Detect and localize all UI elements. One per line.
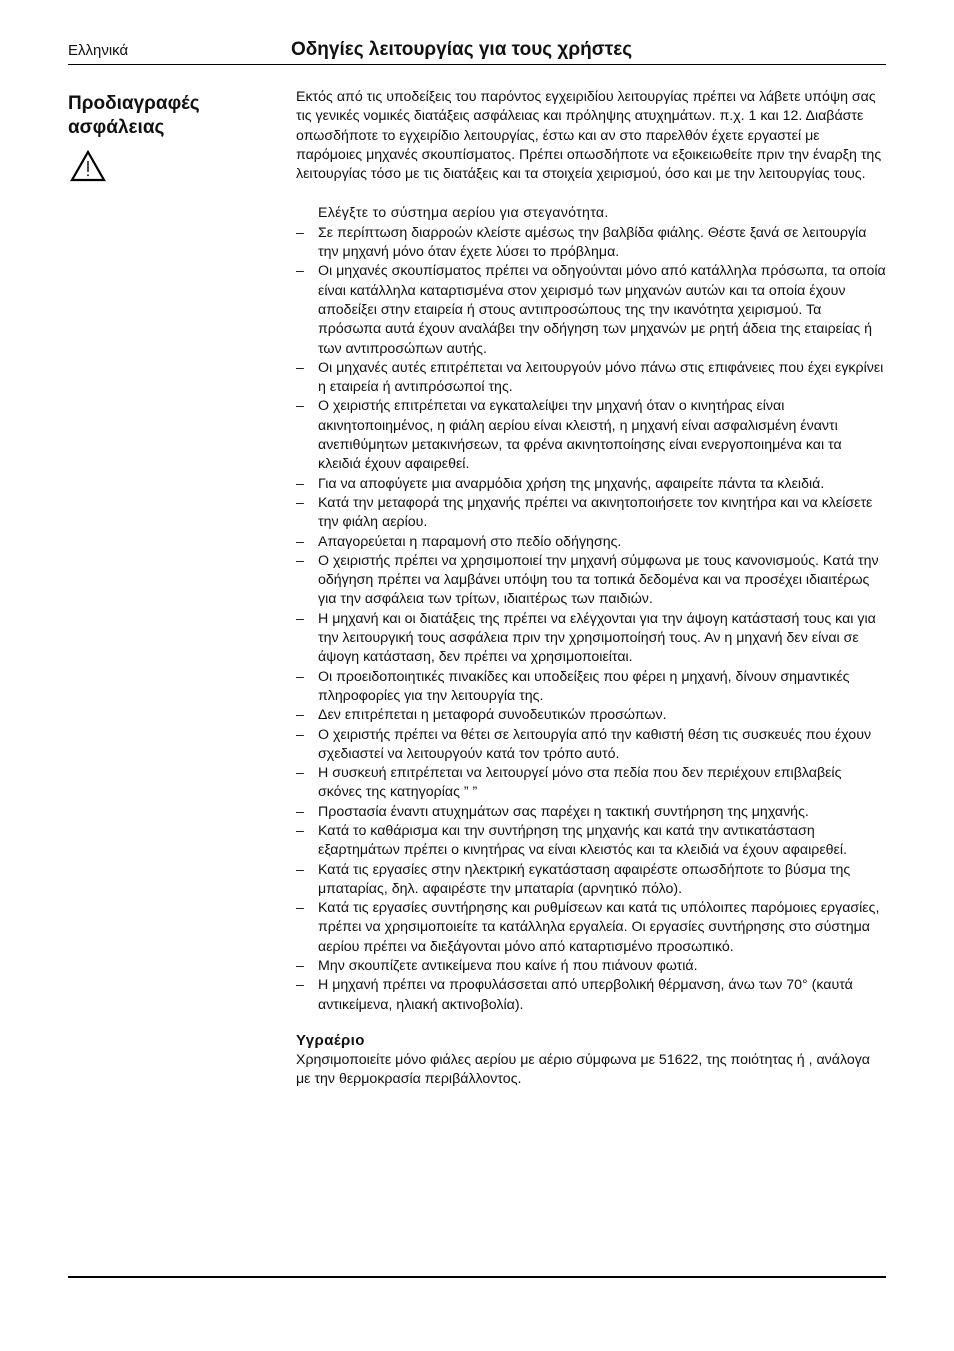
dash-bullet: – xyxy=(296,359,304,376)
safety-rule-text: Η μηχανή πρέπει να προφυλάσσεται από υπερβολική θέρμανση, άνω των 70° (καυτά αντικείμενα, ηλιακή ακτινοβολία). xyxy=(318,977,853,1013)
dash-bullet: – xyxy=(296,900,304,917)
safety-rule-item xyxy=(296,359,888,398)
dash-bullet: – xyxy=(296,552,304,569)
safety-rule-item xyxy=(296,957,888,976)
safety-rule-text: Οι μηχανές αυτές επιτρέπεται να λειτουργούν μόνο πάνω στις επιφάνειες που έχει εγκρίνει η εταιρεία ή αντιπρόσωποί της. xyxy=(318,359,884,396)
safety-rule-item xyxy=(296,668,888,707)
dash-bullet: – xyxy=(296,263,304,280)
header-divider xyxy=(68,64,886,65)
dash-bullet: – xyxy=(296,668,304,685)
header-language: Ελληνικά xyxy=(68,42,129,59)
safety-rule-text: Κατά το καθάρισμα και την συντήρηση της μηχανής και κατά την αντικατάσταση εξαρτημάτων πρέπει ο κινητήρας να είναι κλειστός και τα κλειδιά να έχουν αφαιρεθεί. xyxy=(318,822,847,859)
safety-rules-list xyxy=(296,224,888,1015)
safety-rule-item xyxy=(296,552,888,610)
dash-bullet: – xyxy=(296,822,304,839)
safety-rule-text: Ο χειριστής επιτρέπεται να εγκαταλείψει την μηχανή όταν ο κινητήρας είναι ακινητοποιημένος, η φιάλη αερίου είναι κλειστή, η μηχανή είναι ασφαλισμένη έναντι ανεπιθύμητων μετακινήσεων, τα φρένα ακινητοποίησης είναι ενεργοποιημένα και τα κλειδιά έχουν αφαιρεθεί. xyxy=(318,398,842,473)
dash-bullet: – xyxy=(296,398,304,415)
safety-rule-item xyxy=(296,706,888,725)
safety-rule-item xyxy=(296,726,888,765)
dash-bullet: – xyxy=(296,494,304,511)
safety-rule-item xyxy=(296,224,888,263)
safety-rule-text: Μην σκουπίζετε αντικείμενα που καίνε ή που πιάνουν φωτιά. xyxy=(318,958,698,975)
dash-bullet: – xyxy=(296,707,304,724)
safety-rule-text: Ο χειριστής πρέπει να χρησιμοποιεί την μηχανή σύμφωνα με τους κανονισμούς. Κατά την οδήγηση πρέπει να λαμβάνει υπόψη του τα τοπικά δεδομένα και να προσέχει ιδιαιτέρως για την ασφάλεια των τρίτων, ιδιαιτέρως των παιδιών. xyxy=(318,552,879,608)
lpg-heading: Υγραέριο xyxy=(296,1031,365,1049)
safety-rule-text: Η συσκευή επιτρέπεται να λειτουργεί μόνο στα πεδία που δεν περιέχουν επιβλαβείς σκόνες της κατηγορίας ” ” xyxy=(318,765,842,801)
safety-rule-item xyxy=(296,533,888,552)
dash-bullet: – xyxy=(296,726,304,743)
dash-bullet: – xyxy=(296,958,304,975)
safety-rule-text: Για να αποφύγετε μια αναρμόδια χρήση της μηχανής, αφαιρείτε πάντα τα κλειδιά. xyxy=(318,475,825,492)
page-title: Οδηγίες λειτουργίας για τους χρήστες xyxy=(291,39,633,60)
dash-bullet: – xyxy=(296,475,304,492)
body-content xyxy=(296,88,888,1090)
safety-rule-text: Σε περίπτωση διαρροών κλείστε αμέσως την βαλβίδα φιάλης. Θέστε ξανά σε λειτουργία την μηχανή μόνο όταν έχετε λύσει το πρόβλημα. xyxy=(318,224,867,261)
warning-triangle-icon xyxy=(70,150,106,182)
safety-rule-text: Δεν επιτρέπεται η μεταφορά συνοδευτικών προσώπων. xyxy=(318,707,667,724)
safety-rule-text: Κατά τις εργασίες στην ηλεκτρική εγκατάσταση αφαιρέστε οπωσδήποτε το βύσμα της μπαταρίας, δηλ. αφαιρέστε την μπαταρία (αρνητικό πόλο). xyxy=(318,861,851,897)
safety-rule-item xyxy=(296,764,888,803)
safety-rule-item xyxy=(296,976,888,1015)
safety-rule-text: Η μηχανή και οι διατάξεις της πρέπει να ελέγχονται για την άψογη κατάστασή τους και για την λειτουργική τους ασφάλεια πριν την χρησιμοποίησή τους. Αν η μηχανή δεν είναι σε άψογη κατάσταση, δεν πρέπει να χρησιμοποιείται. xyxy=(318,610,876,666)
dash-bullet: – xyxy=(296,533,304,550)
safety-rule-item xyxy=(296,803,888,822)
safety-rule-item xyxy=(296,494,888,533)
safety-rule-item xyxy=(296,475,888,494)
intro-paragraph: Εκτός από τις υποδείξεις του παρόντος εγχειριδίου λειτουργίας πρέπει να λάβετε υπόψη σας τις γενικές νομικές διατάξεις ασφάλειας και πρόληψης ατυχημάτων. π.χ. 1 και 12. Διαβάστε οπωσδήποτε το εγχειρίδιο λειτουργίας, έστω και αν στο παρελθόν έχετε εργαστεί με παρόμοιες μηχανές σκουπίσματος. Πρέπει οπωσδήποτε να εξοικειωθείτε πριν την έναρξη της λειτουργίας τόσο με τις διατάξεις και τα στοιχεία χειρισμού, όσο και με την λειτουργίας τους. xyxy=(296,89,882,183)
safety-rule-item xyxy=(296,262,888,358)
gas-check-line: Ελέγξτε το σύστημα αερίου για στεγανότητα. xyxy=(318,205,609,222)
dash-bullet: – xyxy=(296,803,304,820)
safety-rule-item xyxy=(296,899,888,957)
safety-rule-item xyxy=(296,397,888,474)
safety-rule-text: Ο χειριστής πρέπει να θέτει σε λειτουργία από την καθιστή θέση τις συσκευές που έχουν σχεδιαστεί να λειτουργούν κατά τον τρόπο αυτό. xyxy=(318,726,872,762)
safety-rule-text: Κατά τις εργασίες συντήρησης και ρυθμίσεων και κατά τις υπόλοιπες παρόμοιες εργασίες, πρέπει να χρησιμοποιείτε τα κατάλληλα εργαλεία. Οι εργασίες συντήρησης στο σύστημα αερίου πρέπει να διεξάγονται μόνο από καταρτισμένο προσωπικό. xyxy=(318,900,880,955)
safety-rule-text: Κατά την μεταφορά της μηχανής πρέπει να ακινητοποιήσετε τον κινητήρα και να κλείσετε την φιάλη αερίου. xyxy=(318,494,873,531)
safety-rule-text: Οι προειδοποιητικές πινακίδες και υποδείξεις που φέρει η μηχανή, δίνουν σημαντικές πληροφορίες για την λειτουργία της. xyxy=(318,668,850,704)
footer-divider xyxy=(68,1276,886,1278)
safety-rule-item xyxy=(296,822,888,861)
lpg-text: Χρησιμοποιείτε μόνο φιάλες αερίου με αέριο σύμφωνα με 51622, της ποιότητας ή , ανάλογα με την θερμοκρασία περιβάλλοντος. xyxy=(296,1051,871,1088)
dash-bullet: – xyxy=(296,765,304,782)
section-heading: Προδιαγραφές ασφάλειας xyxy=(68,93,200,138)
safety-rule-text: Απαγορεύεται η παραμονή στο πεδίο οδήγησης. xyxy=(318,533,622,550)
dash-bullet: – xyxy=(296,977,304,994)
safety-rule-text: Οι μηχανές σκουπίσματος πρέπει να οδηγούνται μόνο από κατάλληλα πρόσωπα, τα οποία είναι κατάλληλα καταρτισμένα στον χειρισμό των μηχανών αυτών και τα οποία έχουν αποδείξει στην εταιρεία ή στους αντιπροσώπους της την ικανότητα χειρισμού. Τα πρόσωπα αυτά έχουν αναλάβει την οδήγηση των μηχανών με ρητή άδεια της εταιρείας ή των αντιπροσώπων αυτής. xyxy=(318,263,886,357)
dash-bullet: – xyxy=(296,861,304,878)
safety-rule-item xyxy=(296,610,888,668)
safety-rule-text: Προστασία έναντι ατυχημάτων σας παρέχει η τακτική συντήρηση της μηχανής. xyxy=(318,803,809,820)
dash-bullet: – xyxy=(296,224,304,241)
safety-rule-item xyxy=(296,861,888,900)
dash-bullet: – xyxy=(296,610,304,627)
